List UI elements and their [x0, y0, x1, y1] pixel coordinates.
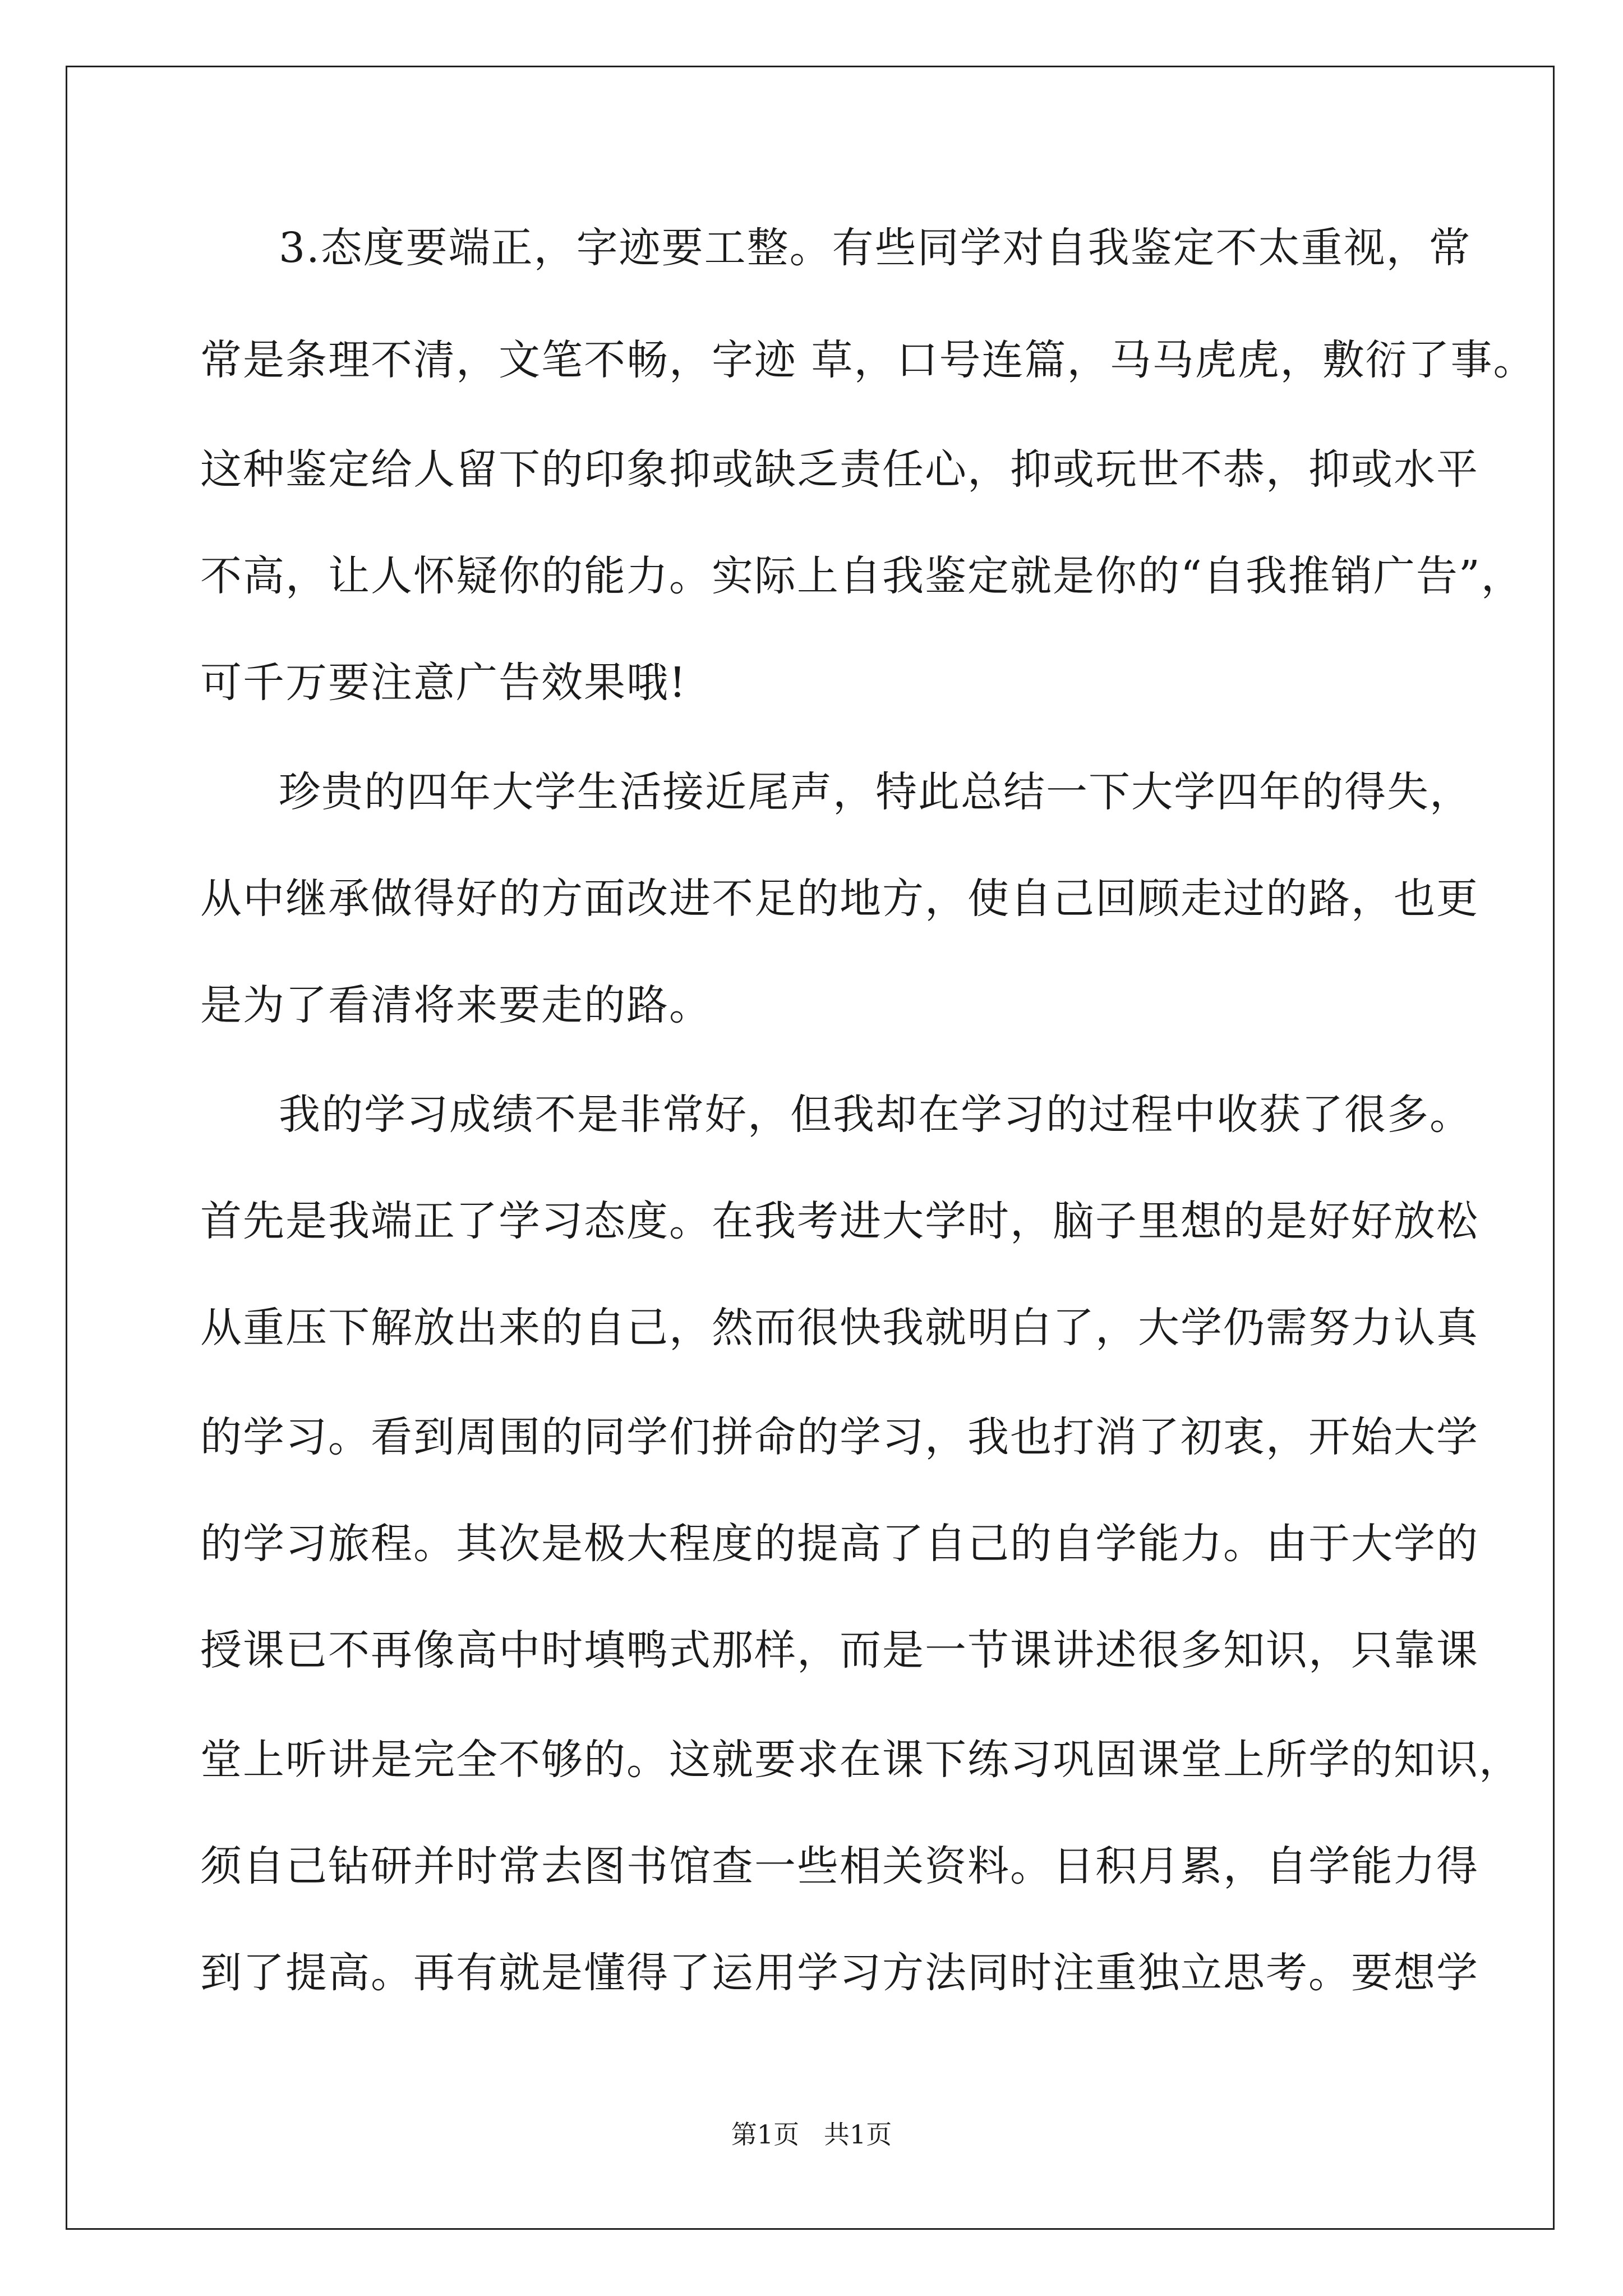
text-line: 珍贵的四年大学生活接近尾声，特此总结一下大学四年的得失， — [279, 768, 1472, 816]
text-line: 这种鉴定给人留下的印象抑或缺乏责任心，抑或玩世不恭，抑或水平 — [200, 445, 1479, 494]
text-line: 到了提高。再有就是懂得了运用学习方法同时注重独立思考。要想学 — [200, 1949, 1479, 1997]
text-line: 的学习。看到周围的同学们拼命的学习，我也打消了初衷，开始大学 — [200, 1413, 1479, 1461]
text-line: 可千万要注意广告效果哦! — [200, 659, 687, 707]
text-line: 的学习旅程。其次是极大程度的提高了自己的自学能力。由于大学的 — [200, 1520, 1479, 1568]
text-line: 首先是我端正了学习态度。在我考进大学时，脑子里想的是好好放松 — [200, 1197, 1479, 1245]
text-line: 我的学习成绩不是非常好，但我却在学习的过程中收获了很多。 — [279, 1091, 1472, 1139]
text-line: 是为了看清将来要走的路。 — [200, 981, 712, 1029]
text-line: 从中继承做得好的方面改进不足的地方，使自己回顾走过的路，也更 — [200, 875, 1479, 923]
text-line: 常是条理不清，文笔不畅，字迹 草，口号连篇，马马虎虎，敷衍了事。 — [200, 336, 1536, 384]
text-line: 3.态度要端正，字迹要工整。有些同学对自我鉴定不太重视，常 — [279, 224, 1472, 272]
page-number-footer: 第1页 共1页 — [731, 2119, 892, 2150]
text-line: 须自己钻研并时常去图书馆查一些相关资料。日积月累，自学能力得 — [200, 1842, 1479, 1890]
text-line: 堂上听讲是完全不够的。这就要求在课下练习巩固课堂上所学的知识， — [200, 1736, 1521, 1784]
page-border — [66, 66, 1555, 2230]
text-line: 授课已不再像高中时填鸭式那样，而是一节课讲述很多知识，只靠课 — [200, 1626, 1479, 1674]
text-line: 不高，让人怀疑你的能力。实际上自我鉴定就是你的“自我推销广告”， — [200, 552, 1524, 600]
text-line: 从重压下解放出来的自己，然而很快我就明白了，大学仍需努力认真 — [200, 1304, 1479, 1352]
